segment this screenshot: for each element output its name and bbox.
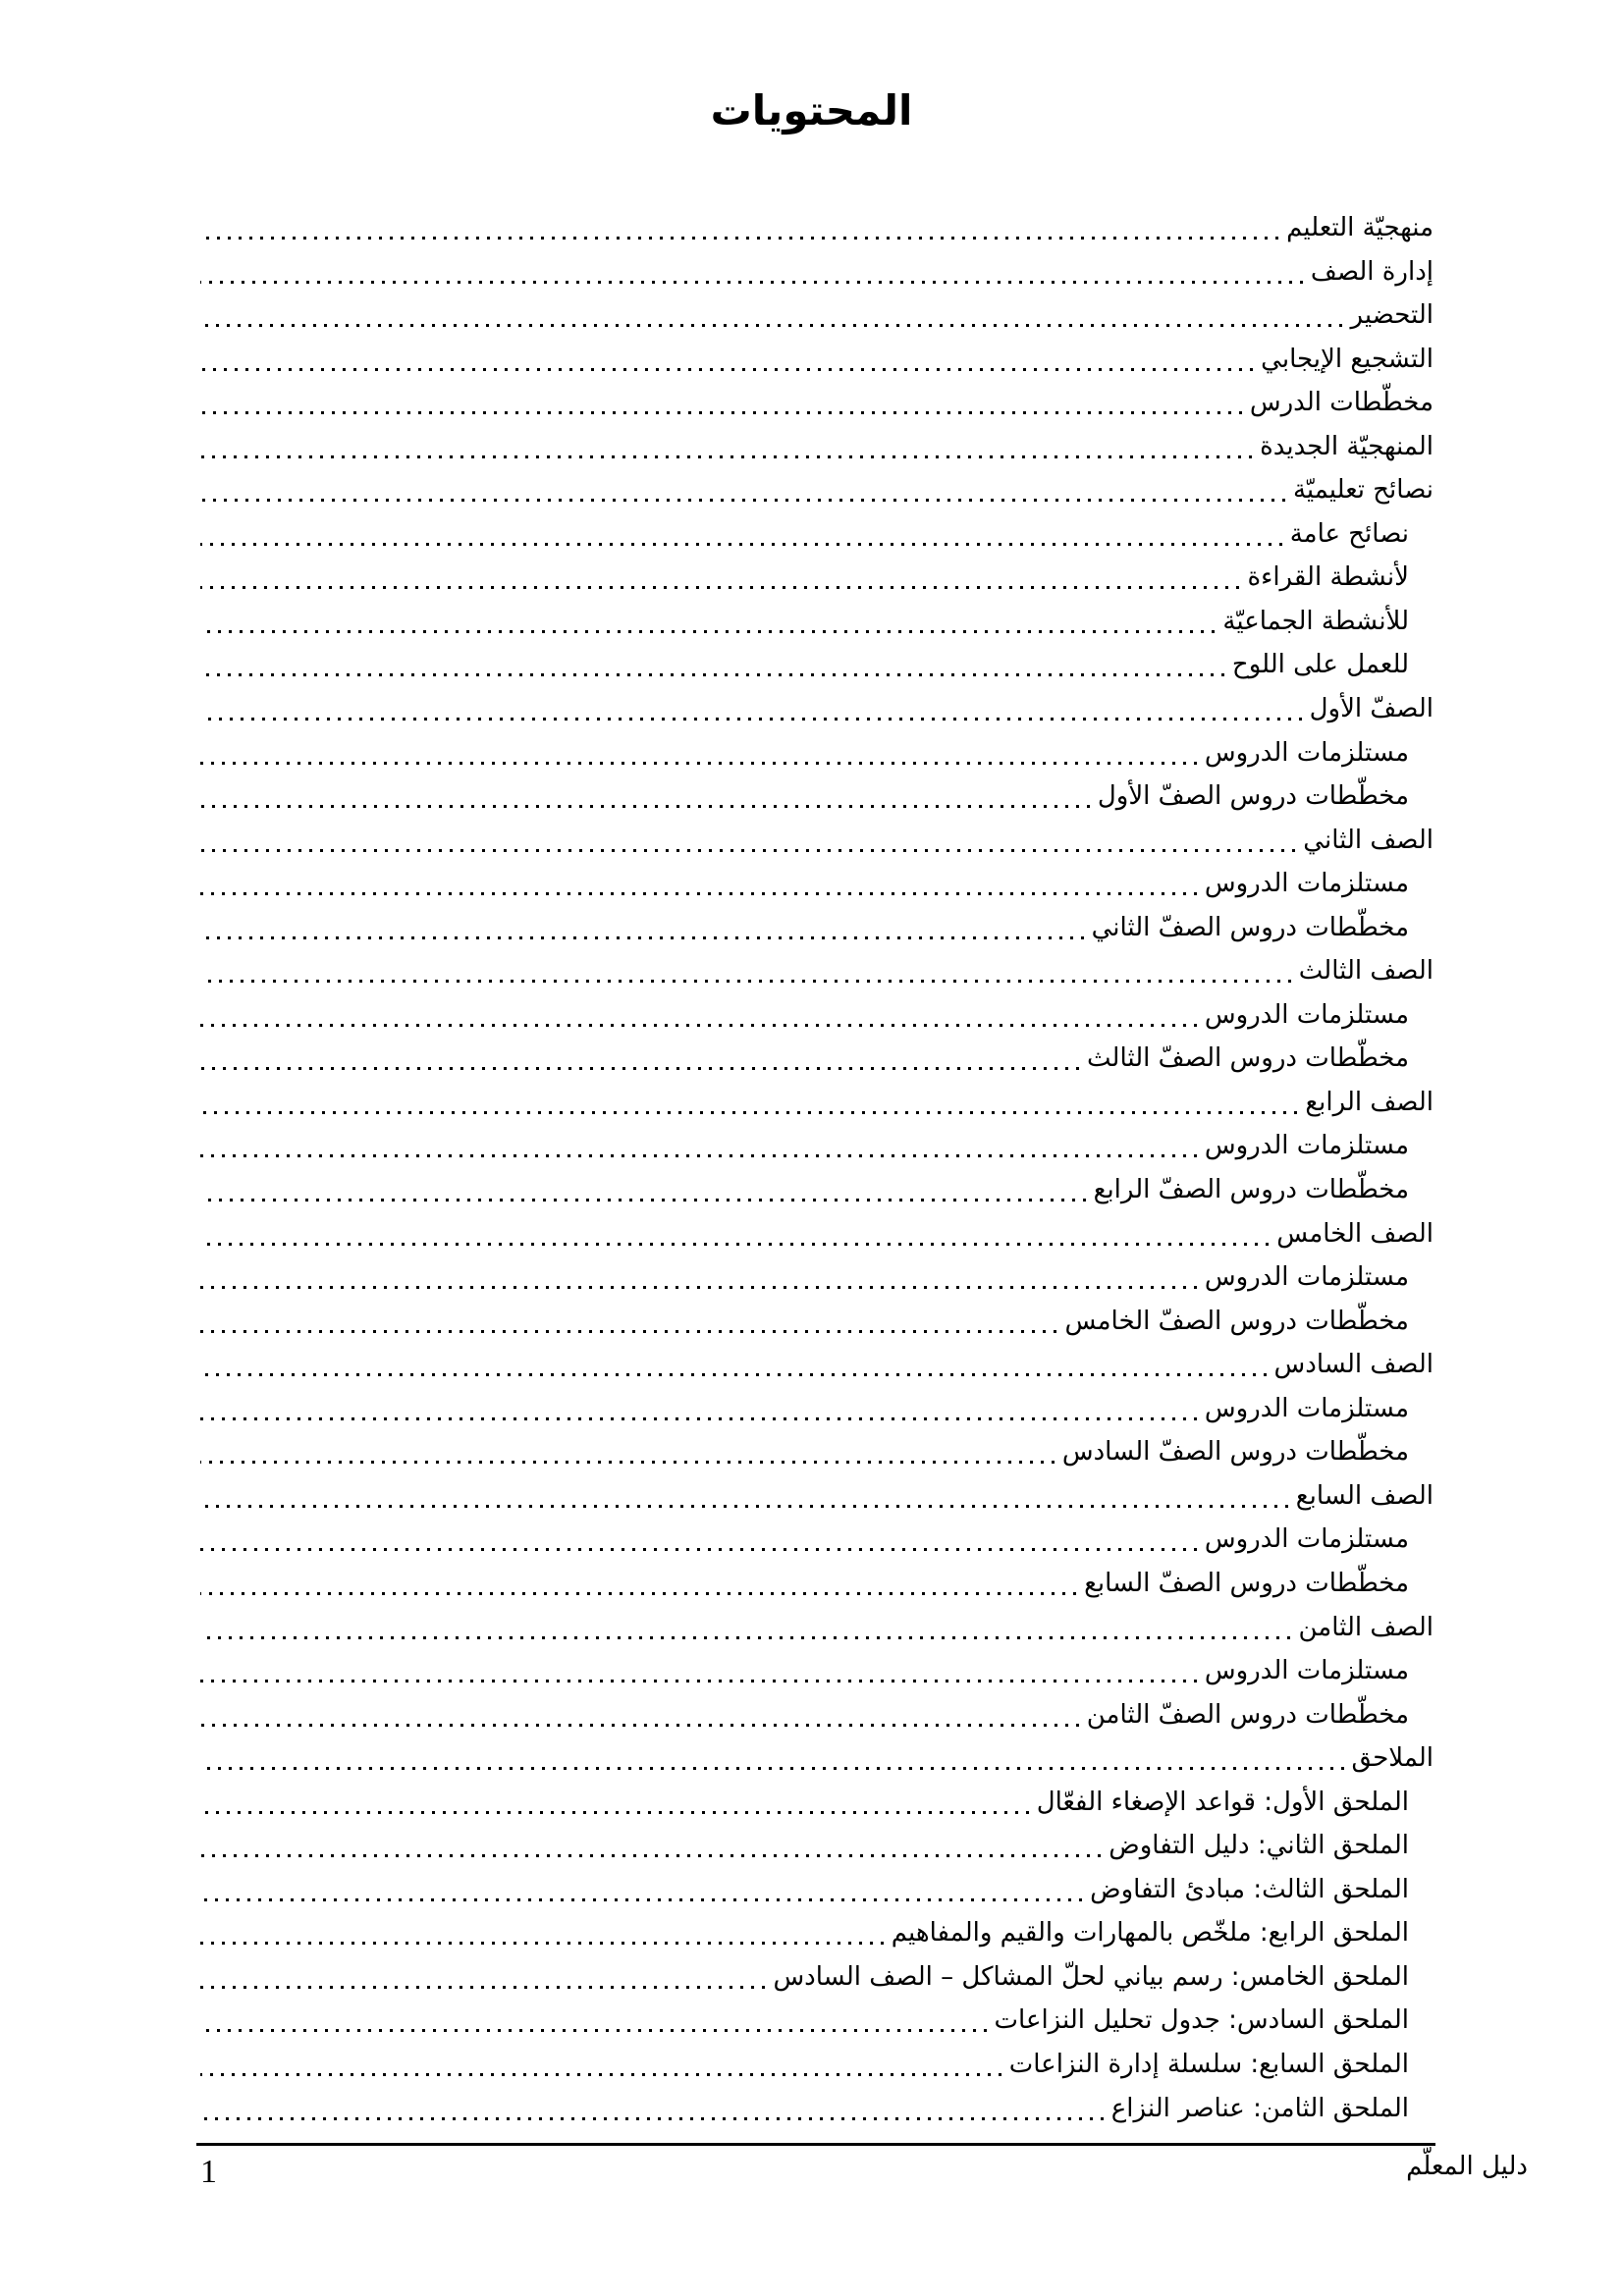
toc-entry-label: لأنشطة القراءة <box>1247 562 1409 593</box>
toc-entry <box>200 1214 1434 1258</box>
toc-entry <box>200 1870 1434 1914</box>
toc-entry-label: منهجيّة التعليم <box>1286 213 1434 242</box>
toc-entry <box>200 470 1434 514</box>
dot-leader <box>200 2117 1104 2120</box>
toc-entry <box>200 1826 1434 1870</box>
dot-leader <box>200 1154 1197 1157</box>
dot-leader <box>200 805 1090 808</box>
toc-entry <box>200 1651 1434 1695</box>
toc-entry <box>200 1432 1434 1476</box>
toc-entry <box>200 951 1434 995</box>
toc-entry <box>200 1170 1434 1214</box>
toc-entry-label: التشجيع الإيجابي <box>1261 344 1434 374</box>
toc-entry-label: مخطّطات دروس الصفّ الثاني <box>1091 912 1409 942</box>
toc-entry <box>200 1126 1434 1170</box>
toc-entry <box>200 995 1434 1040</box>
toc-entry <box>200 1564 1434 1608</box>
toc-entry <box>200 1476 1434 1521</box>
page-title: المحتويات <box>710 86 913 134</box>
toc-entry-label: مستلزمات الدروس <box>1204 1656 1409 1686</box>
dot-leader <box>200 1986 765 1989</box>
toc-entry-label: الصف السابع <box>1295 1480 1434 1511</box>
toc-entry-label: للعمل على اللوح <box>1231 650 1409 680</box>
dot-leader <box>200 2029 987 2032</box>
toc-entry-label: التحضير <box>1350 300 1434 331</box>
dot-leader <box>200 237 1278 240</box>
footer-doc-title: دليل المعلّم <box>1406 2152 1528 2181</box>
toc-entry-label: الصف الثالث <box>1298 956 1434 987</box>
toc-entry <box>200 1039 1434 1083</box>
toc-entry-label: مخطّطات دروس الصفّ الأول <box>1097 781 1409 812</box>
toc-entry-label: مستلزمات الدروس <box>1204 737 1409 768</box>
dot-leader <box>200 762 1197 765</box>
toc-entry-label: مخطّطات الدرس <box>1249 388 1434 418</box>
toc-entry-label: الملحق السابع: سلسلة إدارة النزاعات <box>1008 2049 1409 2079</box>
toc-entry-label: الملحق الثالث: مبادئ التفاوض <box>1090 1874 1409 1904</box>
toc-entry <box>200 1302 1434 1346</box>
toc-entry-label: مخطّطات دروس الصفّ الثالث <box>1087 1043 1409 1074</box>
dot-leader <box>200 1373 1267 1376</box>
dot-leader <box>200 1898 1082 1901</box>
toc-entry-label: المنهجيّة الجديدة <box>1260 431 1434 461</box>
toc-entry <box>200 295 1434 340</box>
toc-entry-label: الصفّ الأول <box>1309 694 1434 724</box>
dot-leader <box>200 1942 884 1945</box>
dot-leader <box>200 1024 1197 1027</box>
toc-entry <box>200 908 1434 952</box>
toc-entry-label: مستلزمات الدروس <box>1204 1524 1409 1555</box>
toc-entry-label: الصف السادس <box>1273 1350 1434 1380</box>
toc-entry <box>200 1345 1434 1389</box>
toc-entry <box>200 864 1434 908</box>
dot-leader <box>200 543 1282 546</box>
dot-leader <box>200 2073 1001 2076</box>
footer-rule <box>196 2143 1435 2146</box>
toc-entry-label: مستلزمات الدروس <box>1204 1393 1409 1423</box>
toc-entry-label: مخطّطات دروس الصفّ الثامن <box>1086 1699 1409 1730</box>
toc-entry <box>200 1608 1434 1652</box>
toc-entry <box>200 733 1434 777</box>
toc-entry <box>200 427 1434 471</box>
dot-leader <box>200 1724 1079 1727</box>
toc-entry-label: الملحق الخامس: رسم بياني لحلّ المشاكل – الصف السادس <box>773 1961 1409 1992</box>
dot-leader <box>200 1417 1197 1420</box>
toc-entry-label: مستلزمات الدروس <box>1204 999 1409 1030</box>
toc-entry-label: نصائح عامة <box>1289 518 1409 549</box>
toc-entry <box>200 1913 1434 1957</box>
dot-leader <box>200 586 1239 589</box>
dot-leader <box>200 1636 1290 1639</box>
toc-entry <box>200 514 1434 559</box>
dot-leader <box>200 1592 1076 1595</box>
toc-entry-label: مخطّطات دروس الصفّ الرابع <box>1093 1175 1409 1205</box>
toc-entry-label: الملحق الثامن: عناصر النزاع <box>1110 2093 1409 2123</box>
toc-entry <box>200 208 1434 252</box>
toc-entry-label: مخطّطات دروس الصفّ السادس <box>1061 1437 1409 1468</box>
toc-entry-label: الملحق الرابع: ملخّص بالمهارات والقيم والمفاهيم <box>891 1918 1409 1949</box>
toc-entry <box>200 252 1434 296</box>
dot-leader <box>200 411 1242 414</box>
toc-entry <box>200 776 1434 821</box>
toc-entry <box>200 1389 1434 1433</box>
toc-entry-label: نصائح تعليميّة <box>1292 475 1434 506</box>
toc-entry-label: الملحق الأول: قواعد الإصغاء الفعّال <box>1036 1787 1409 1817</box>
toc-entry <box>200 689 1434 733</box>
toc-entry <box>200 821 1434 865</box>
dot-leader <box>200 936 1084 939</box>
dot-leader <box>200 1854 1101 1857</box>
dot-leader <box>200 1461 1055 1464</box>
toc-entry <box>200 1783 1434 1827</box>
dot-leader <box>200 1548 1197 1551</box>
toc-entry-label: مستلزمات الدروس <box>1204 1131 1409 1161</box>
table-of-contents <box>200 208 1434 2132</box>
toc-entry <box>200 1257 1434 1302</box>
dot-leader <box>200 1505 1288 1508</box>
dot-leader <box>200 1067 1079 1070</box>
dot-leader <box>200 1680 1197 1682</box>
toc-entry <box>200 383 1434 427</box>
dot-leader <box>200 1286 1197 1289</box>
toc-entry <box>200 1695 1434 1739</box>
dot-leader <box>200 1199 1086 1201</box>
toc-entry-label: مستلزمات الدروس <box>1204 1262 1409 1293</box>
toc-entry <box>200 2045 1434 2089</box>
dot-leader <box>200 1243 1269 1246</box>
footer-page-number: 1 <box>200 2154 217 2190</box>
toc-entry-label: الصف الثاني <box>1303 825 1434 855</box>
dot-leader <box>200 324 1342 327</box>
toc-entry-label: مخطّطات دروس الصفّ الخامس <box>1064 1306 1409 1336</box>
toc-entry-label: الملحق الثاني: دليل التفاوض <box>1109 1831 1409 1861</box>
toc-entry-label: مخطّطات دروس الصفّ السابع <box>1084 1568 1409 1598</box>
dot-leader <box>200 1811 1029 1814</box>
toc-entry <box>200 2001 1434 2045</box>
toc-entry-label: الصف الخامس <box>1276 1218 1434 1249</box>
toc-entry <box>200 558 1434 602</box>
dot-leader <box>200 281 1303 284</box>
toc-entry-label: الصف الثامن <box>1298 1612 1434 1642</box>
toc-entry <box>200 645 1434 689</box>
toc-entry <box>200 1083 1434 1127</box>
toc-entry <box>200 1957 1434 2002</box>
dot-leader <box>200 718 1302 721</box>
toc-entry-label: الملحق السادس: جدول تحليل النزاعات <box>994 2005 1409 2036</box>
toc-entry-label: الصف الرابع <box>1305 1087 1434 1117</box>
dot-leader <box>200 1330 1056 1333</box>
dot-leader <box>200 455 1252 458</box>
toc-entry-label: إدارة الصف <box>1310 256 1434 287</box>
toc-entry <box>200 1520 1434 1564</box>
toc-entry-label: مستلزمات الدروس <box>1204 869 1409 899</box>
dot-leader <box>200 673 1224 676</box>
toc-entry-label: الملاحق <box>1351 1743 1434 1774</box>
dot-leader <box>200 368 1253 371</box>
dot-leader <box>200 980 1291 983</box>
dot-leader <box>200 1767 1344 1770</box>
dot-leader <box>200 630 1215 633</box>
dot-leader <box>200 849 1295 852</box>
toc-entry <box>200 1738 1434 1783</box>
toc-entry <box>200 2089 1434 2133</box>
toc-entry <box>200 340 1434 384</box>
toc-entry-label: للأنشطة الجماعيّة <box>1222 606 1409 636</box>
dot-leader <box>200 1111 1297 1114</box>
dot-leader <box>200 892 1197 895</box>
toc-entry <box>200 602 1434 646</box>
dot-leader <box>200 499 1285 502</box>
